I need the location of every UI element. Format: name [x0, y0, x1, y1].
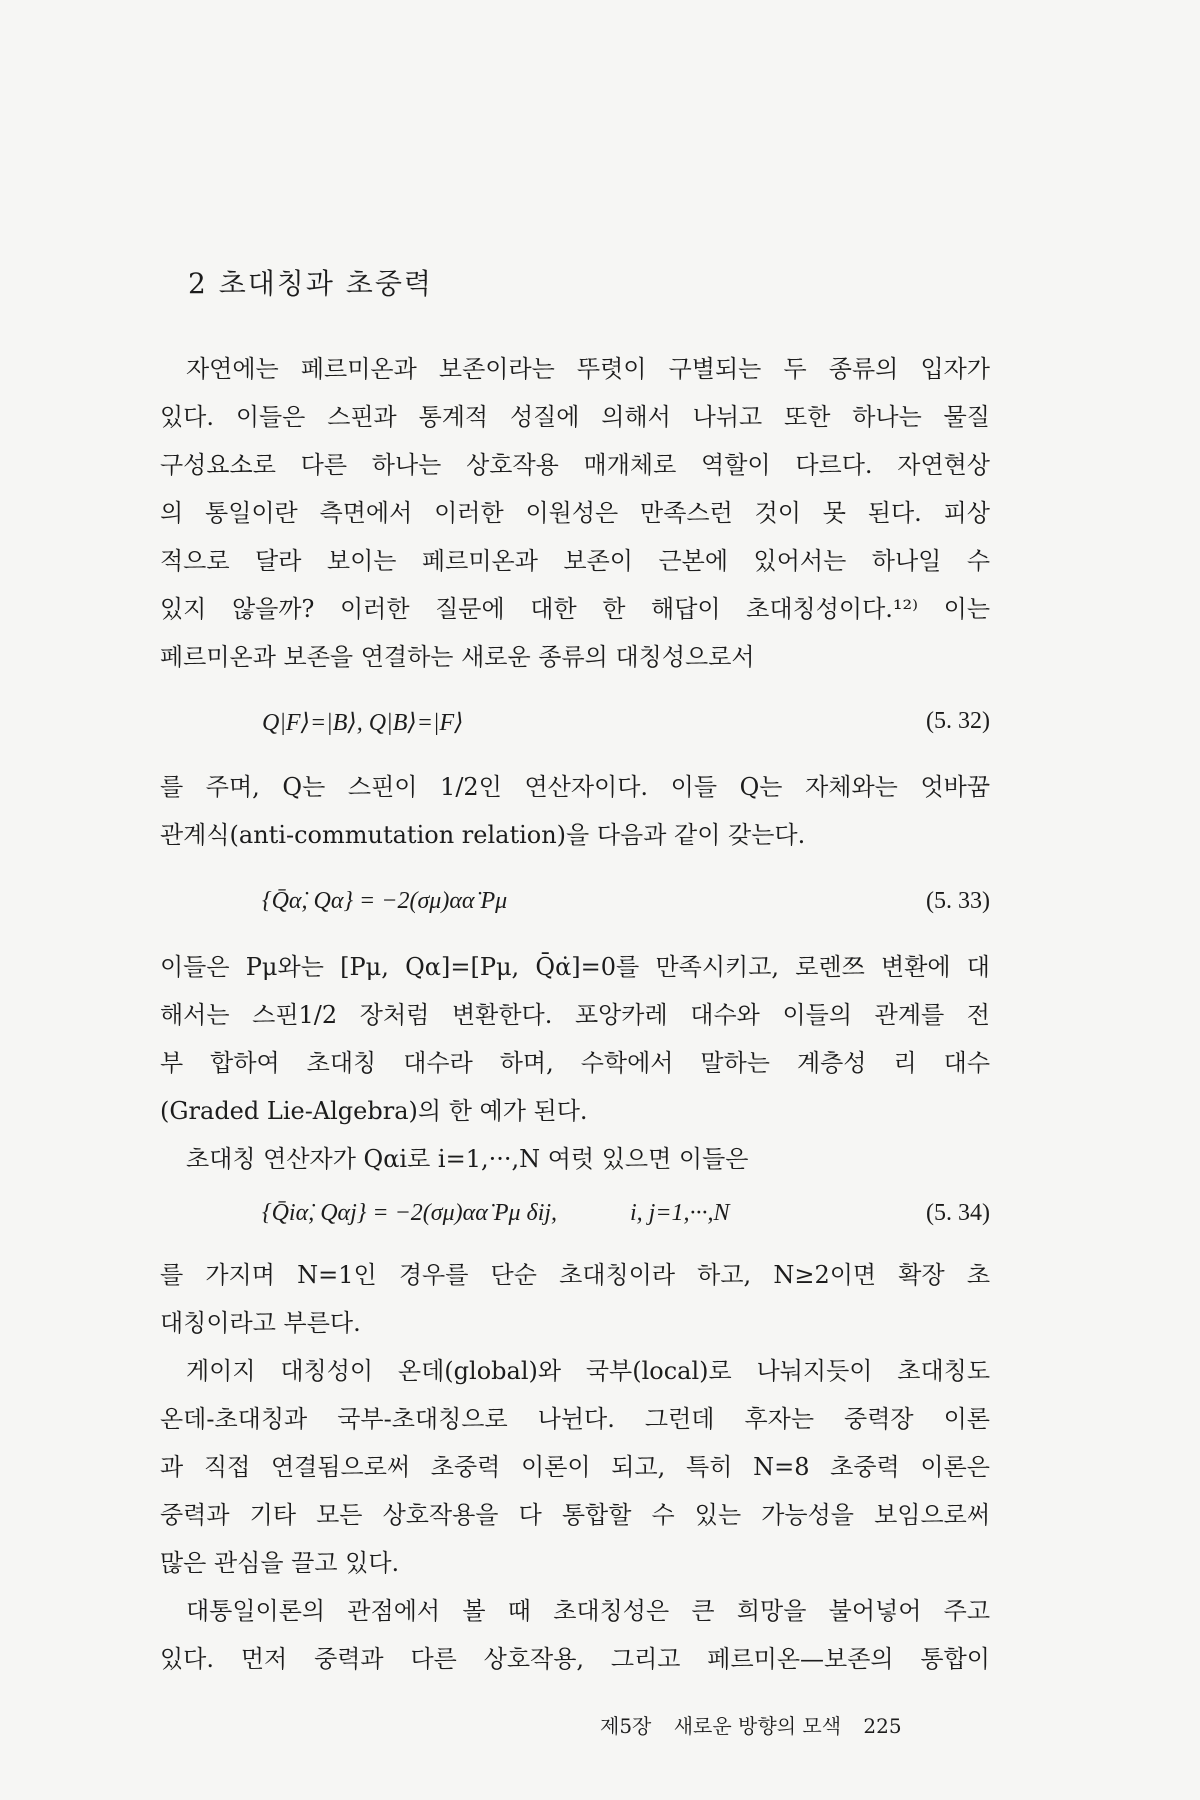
paragraph-3-line-3: 부 합하여 초대칭 대수라 하며, 수학에서 말하는 계층성 리 대수 — [160, 1049, 990, 1077]
equation-5-34-indices: i, j=1,···,N — [630, 1200, 730, 1226]
paragraph-1-line-6: 있지 않을까? 이러한 질문에 대한 한 해답이 초대칭성이다.¹²⁾ 이는 — [160, 595, 990, 623]
paragraph-1-line-3: 구성요소로 다른 하나는 상호작용 매개체로 역할이 다르다. 자연현상 — [160, 451, 990, 479]
footer-chapter: 제5장 — [600, 1714, 652, 1738]
equation-5-33: {Q̄α̇, Qα} = −2(σμ)αα̇ Pμ — [262, 888, 508, 914]
paragraph-7-line-2: 있다. 먼저 중력과 다른 상호작용, 그리고 페르미온—보존의 통합이 — [160, 1645, 990, 1673]
paragraph-1-line-5: 적으로 달라 보이는 페르미온과 보존이 근본에 있어서는 하나일 수 — [160, 547, 990, 575]
paragraph-5-line-2: 대칭이라고 부른다. — [160, 1309, 361, 1337]
paragraph-1-line-2: 있다. 이들은 스핀과 통계적 성질에 의해서 나뉘고 또한 하나는 물질 — [160, 403, 990, 431]
equation-5-34: {Q̄iα̇, Qαj} = −2(σμ)αα̇ Pμ δij, — [262, 1200, 558, 1226]
equation-number-5-32: (5. 32) — [926, 708, 990, 734]
footer-title: 새로운 방향의 모색 — [673, 1714, 842, 1738]
paragraph-1-line-7: 페르미온과 보존을 연결하는 새로운 종류의 대칭성으로서 — [160, 643, 755, 671]
paragraph-5-line-1: 를 가지며 N=1인 경우를 단순 초대칭이라 하고, N≥2이면 확장 초 — [160, 1261, 990, 1289]
paragraph-7-line-1: 대통일이론의 관점에서 볼 때 초대칭성은 큰 희망을 불어넣어 주고 — [186, 1597, 990, 1625]
section-heading: 2 초대칭과 초중력 — [188, 267, 433, 300]
paragraph-6-line-2: 온데-초대칭과 국부-초대칭으로 나뉜다. 그런데 후자는 중력장 이론 — [160, 1405, 990, 1433]
paragraph-6-line-5: 많은 관심을 끌고 있다. — [160, 1549, 400, 1577]
paragraph-6-line-4: 중력과 기타 모든 상호작용을 다 통합할 수 있는 가능성을 보임으로써 — [160, 1501, 990, 1529]
equation-5-32: Q|F⟩=|B⟩, Q|B⟩=|F⟩ — [262, 710, 464, 736]
footer-page-number: 225 — [863, 1714, 902, 1738]
equation-number-5-34: (5. 34) — [926, 1200, 990, 1226]
paragraph-1-line-4: 의 통일이란 측면에서 이러한 이원성은 만족스런 것이 못 된다. 피상 — [160, 499, 990, 527]
equation-number-5-33: (5. 33) — [926, 888, 990, 914]
paragraph-3-line-2: 해서는 스핀1/2 장처럼 변환한다. 포앙카레 대수와 이들의 관계를 전 — [160, 1001, 990, 1029]
paragraph-3-line-1: 이들은 Pμ와는 [Pμ, Qα]=[Pμ, Q̄α̇]=0를 만족시키고, 로렌쯔 변환에 대 — [160, 953, 990, 981]
paragraph-6-line-1: 게이지 대칭성이 온데(global)와 국부(local)로 나눠지듯이 초대칭도 — [186, 1357, 990, 1385]
paragraph-6-line-3: 과 직접 연결됨으로써 초중력 이론이 되고, 특히 N=8 초중력 이론은 — [160, 1453, 990, 1481]
paragraph-2-line-2: 관계식(anti-commutation relation)을 다음과 같이 갖는다. — [160, 821, 806, 849]
page-footer — [600, 1710, 990, 1739]
paragraph-2-line-1: 를 주며, Q는 스핀이 1/2인 연산자이다. 이들 Q는 자체와는 엇바꿈 — [160, 773, 990, 801]
paragraph-3-line-4: (Graded Lie-Algebra)의 한 예가 된다. — [160, 1097, 588, 1125]
paragraph-1-line-1: 자연에는 페르미온과 보존이라는 뚜렷이 구별되는 두 종류의 입자가 — [186, 355, 990, 383]
paragraph-4-line-1: 초대칭 연산자가 Qαi로 i=1,···,N 여럿 있으면 이들은 — [186, 1145, 749, 1173]
